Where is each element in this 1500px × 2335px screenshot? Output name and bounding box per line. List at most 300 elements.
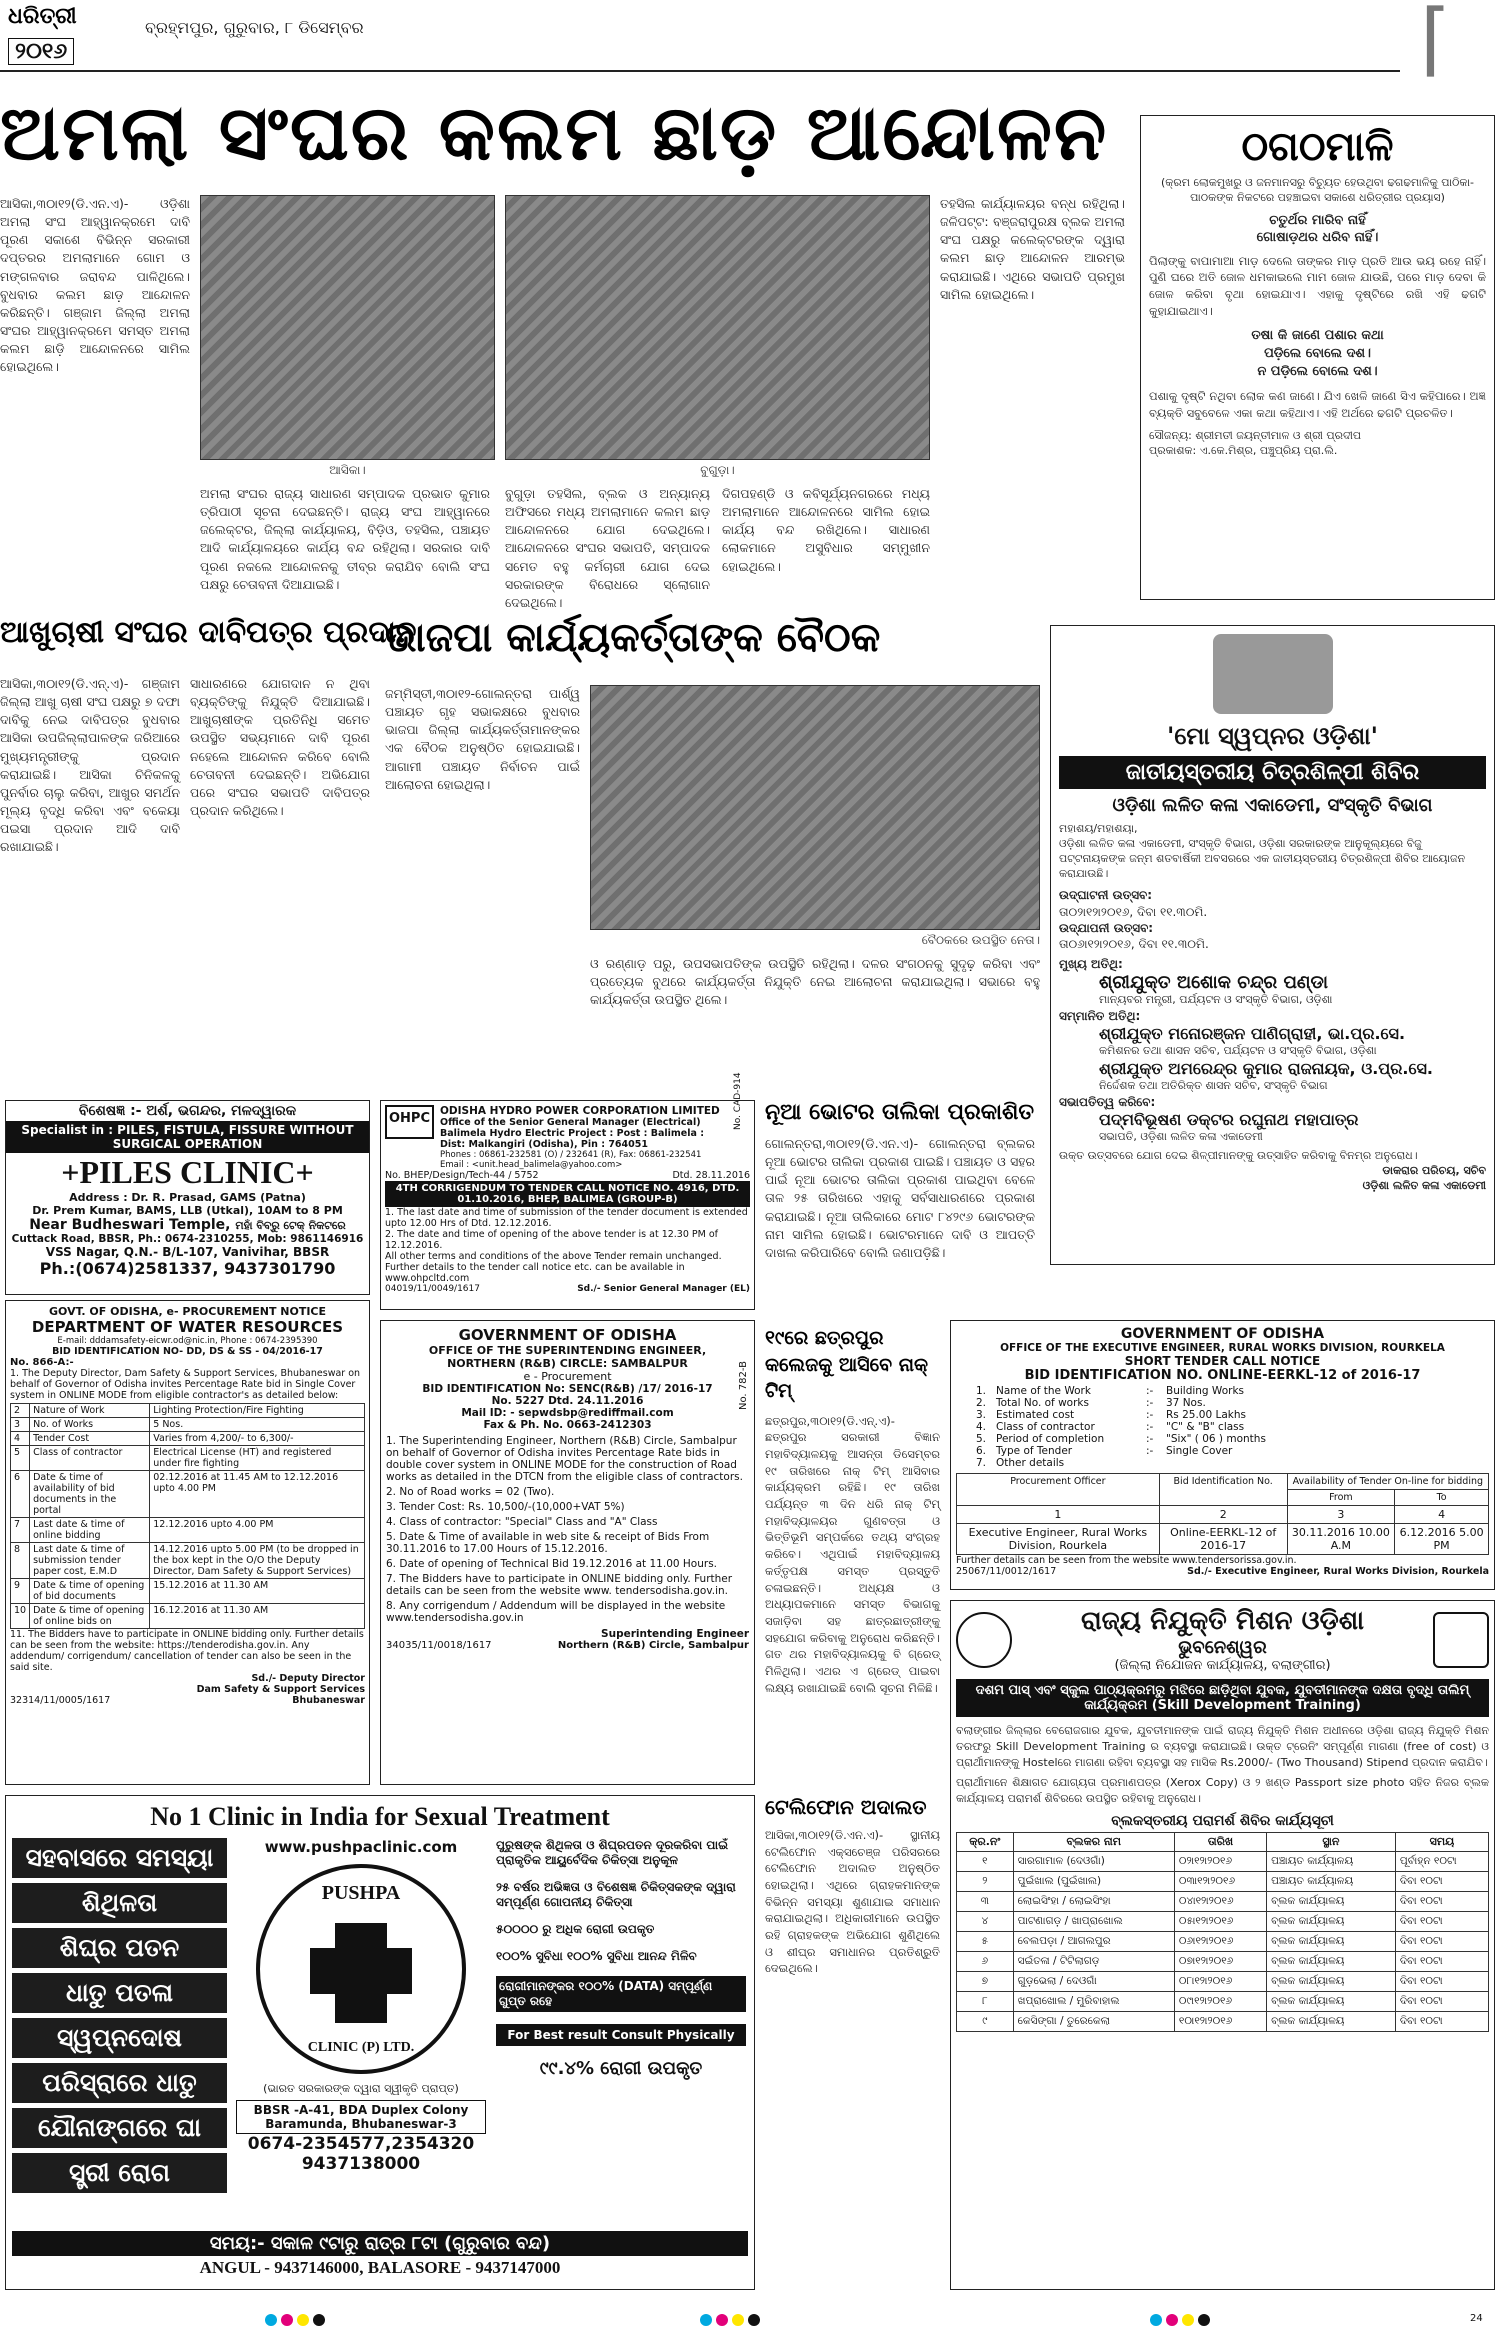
list-item-field: Type of Tender — [996, 1445, 1073, 1457]
art-camp-portrait — [1213, 634, 1333, 714]
lead-column-b: ବୁଗୁଡ଼ା ତହସିଲ, ବ୍ଲକ ଓ ଅନ୍ୟାନ୍ୟ ଅଫିସରେ ମଧ୍ୟ ଅମଲାମାନେ କଲମ ଛାଡ଼ ଆନ୍ଦୋଳନରେ ଯୋଗ ଦେଇଥିଲେ। ଆନ୍ଦୋଳନରେ ସଂଘର ସଭାପତି, ସମ୍ପାଦକ ସମେତ ବହୁ କର୍ମଚାରୀ ଯୋଗ ଦେଇ ସରକାରଙ୍କ ବିରୋଧରେ ସ୍ଲୋଗାନ ଦେଇଥିଲେ। — [505, 486, 710, 610]
table-cell: ୧୦ା୧୨ା୨୦୧୬ — [1174, 2011, 1266, 2031]
ohpc-company: ODISHA HYDRO POWER CORPORATION LIMITED — [440, 1105, 720, 1117]
art-camp-inaug-label: ଉଦ୍‌ଘାଟନୀ ଉତ୍ସବ: — [1059, 888, 1153, 903]
list-item-field: 3. — [976, 1409, 987, 1421]
pushpa-center — [236, 1838, 486, 2174]
list-item-field: Class of contractor — [996, 1421, 1095, 1433]
magenta-dot — [716, 2314, 728, 2326]
naac-story — [765, 1325, 940, 1785]
art-camp-org: ଓଡ଼ିଶା ଲଳିତ କଳା ଏକାଡେମୀ, ସଂସ୍କୃତି ବିଭାଗ — [1112, 795, 1433, 816]
cyan-dot — [700, 2314, 712, 2326]
se-side-code: No. 782-B — [738, 1361, 749, 1410]
list-item-field: :- — [1146, 1433, 1154, 1445]
table-cell: ଦିବା ୧୦ଟା — [1395, 2011, 1488, 2031]
farmer-body: ଆସିକା,୩୦ା୧୨(ଡି.ଏନ୍.ଏ)- ଗଞ୍ଜାମ ଜିଲ୍ଲା ଆଖୁ ଚାଷୀ ସଂଘ ପକ୍ଷରୁ ୭ ଦଫା ଦାବିକୁ ନେଇ ଦାବିପତ୍ର ବୁଧବାର ଆସିକା ଉପଜିଲ୍ଲାପାଳଙ୍କ ଜରିଆରେ ମୁଖ୍ୟମନ୍ତ୍ରୀଙ୍କୁ ପ୍ରଦାନ କରାଯାଇଛି। ଆସିକା ଚିନିକଳକୁ ପୁନର୍ବାର ଚାଲୁ କରିବା, ଆଖୁର ସମର୍ଥନ ମୂଲ୍ୟ ବୃଦ୍ଧି କରିବା ଏବଂ ବକେୟା ପଇସା ପ୍ରଦାନ ଆଦି ଦାବି ରଖାଯାଇଛି। — [0, 676, 180, 855]
art-camp-tagline: 'ମୋ ସ୍ୱପ୍ନର ଓଡ଼ିଶା' — [1167, 722, 1378, 750]
yellow-dot — [732, 2314, 744, 2326]
color-dots-right — [1150, 2311, 1214, 2330]
water-sign-1: Sd./- Deputy Director — [251, 1673, 365, 1684]
art-camp-guest-1-role: କମିଶନର ତଥା ଶାସନ ସଚିବ, ପର୍ଯ୍ୟଟନ ଓ ସଂସ୍କୃତି ବିଭାଗ, ଓଡ଼ିଶା — [1099, 1044, 1377, 1058]
water-resources-ad — [5, 1300, 370, 1785]
pushpa-symptom: ଯୌନାଙ୍ଗରେ ଘା — [12, 2108, 227, 2148]
bjp-body-2: ଓ ରଣ୍ଣାଡ଼ ପରୁ, ଉପସଭାପତିଙ୍କ ଉପସ୍ଥିତି ରହିଥିଲା। ଦଳର ସଂଗଠନକୁ ସୁଦୃଢ଼ କରିବା ଏବଂ ପ୍ରତ୍ୟେକ ବୁଥରେ କାର୍ଯ୍ୟକର୍ତ୍ତା ନିଯୁକ୍ତି ନେଇ ଆଲୋଚନା କରାଯାଇଥିଲା। ସଭାରେ ବହୁ କାର୍ଯ୍ୟକର୍ତ୍ତା ଉପସ୍ଥିତ ଥିଲେ। — [590, 956, 1040, 1008]
table-row — [11, 1518, 365, 1543]
skill-title: ରାଜ୍ୟ ନିଯୁକ୍ତି ମିଶନ ଓଡ଼ିଶା — [1080, 1606, 1365, 1636]
list-item — [976, 1457, 1489, 1469]
skill-city: ଭୁବନେଶ୍ୱର — [1178, 1637, 1267, 1658]
water-sign-3: Bhubaneswar — [292, 1695, 365, 1706]
skill-emblem-right — [1433, 1612, 1489, 1668]
table-cell: 14.12.2016 upto 5.00 PM (to be dropped in the box kept in the O/O the Deputy Director, Dam Safety & Support Services) — [150, 1543, 365, 1579]
ohpc-ref: No. BHEP/Design/Tech-44 / 5752 — [385, 1170, 539, 1181]
ohpc-para-3: All other terms and conditions of the above Tender remain unchanged. — [385, 1251, 722, 1262]
table-cell: Last date & time of submission tender paper cost, E.M.D — [30, 1543, 150, 1579]
table-cell: ୦୫ା୧୨ା୨୦୧୬ — [1174, 1911, 1266, 1931]
masthead-corner-mark: ⌈ — [1420, 0, 1452, 85]
table-row — [957, 1931, 1489, 1951]
art-camp-ad — [1050, 625, 1495, 1265]
list-item-field: Single Cover — [1166, 1445, 1233, 1457]
ohpc-footer-code: 04019/11/0049/1617 — [385, 1284, 480, 1294]
table-cell: ୦୪ା୧୨ା୨୦୧୬ — [1174, 1891, 1266, 1911]
table-cell: 2 — [11, 1404, 30, 1418]
table-cell: ୩ — [957, 1891, 1014, 1911]
skill-para-2: ପ୍ରାର୍ଥୀମାନେ ଶିକ୍ଷାଗତ ଯୋଗ୍ୟତା ପ୍ରମାଣପତ୍ର (Xerox Copy) ଓ ୨ ଖଣ୍ଡ Passport size photo ସହିତ ନିଜର ବ୍ଲକ କାର୍ଯ୍ୟାଳୟ ପରାମର୍ଶ ଶିବିରରେ ଉପସ୍ଥିତ ରହିବାକୁ ଅନୁରୋଧ। — [956, 1775, 1489, 1805]
list-item — [976, 1433, 1489, 1445]
art-camp-guest-1: ଶ୍ରୀଯୁକ୍ତ ମନୋରଞ୍ଜନ ପାଣିଗ୍ରାହୀ, ଭା.ପ୍ର.ସେ. — [1099, 1024, 1406, 1044]
ohpc-title: 4TH CORRIGENDUM TO TENDER CALL NOTICE NO. 4916, DTD. 01.10.2016, BHEP, BALIMEA (GROUP-B) — [385, 1181, 750, 1207]
table-cell: ଗୁଡ଼ଭେଲା / ଦେଓଗାଁ — [1013, 1971, 1174, 1991]
ohpc-date: Dtd. 28.11.2016 — [672, 1170, 750, 1181]
piles-address-1-en: Near Budheswari Temple, — [29, 1217, 231, 1233]
table-cell: 3 — [11, 1418, 30, 1432]
pushpa-phone-2: 9437138000 — [301, 2154, 421, 2174]
pushpa-feature: ୨୫ ବର୍ଷର ଅଭିଜ୍ଞତା ଓ ବିଶେଷଜ୍ଞ ଚିକିତ୍ସକଙ୍କ ଦ୍ୱାରା ସମ୍ପୂର୍ଣ୍ଣ ଗୋପନୀୟ ଚିକିତ୍ସା — [496, 1880, 736, 1909]
rourkela-th-officer: Procurement Officer — [957, 1474, 1160, 1506]
pushpa-recognition: (ଭାରତ ସରକାରଙ୍କ ଦ୍ୱାରା ସ୍ୱୀକୃତି ପ୍ରାପ୍ତ) — [263, 2082, 459, 2095]
list-item — [976, 1409, 1489, 1421]
bjp-headline: ଭାଜପା କାର୍ଯ୍ୟକର୍ତ୍ତାଙ୍କ ବୈଠକ — [385, 615, 881, 661]
pushpa-website: www.pushpaclinic.com — [264, 1838, 458, 1856]
se-code: 34035/11/0018/1617 — [386, 1640, 492, 1651]
skill-emblem-left — [956, 1612, 1012, 1668]
piles-clinic-name: +PILES CLINIC+ — [61, 1154, 314, 1190]
water-bid: BID IDENTIFICATION NO- DD, DS & SS - 04/2016-17 — [52, 1346, 323, 1357]
color-dots-left — [265, 2311, 329, 2330]
thaga-mali-para-1: ପିଲାଙ୍କୁ ବାପାମାଆ ମାଡ଼ ଦେଲେ ତାଙ୍କର ମାଡ଼ ପ୍ରତି ଆଉ ଭୟ ରହେ ନାହିଁ। ପୁଣି ଘରେ ଅତି ଜୋଳ ଧମକାଇଲେ ମାମ ଜୋଳ ଯାଉଛି, ପରେ ମାଡ଼ ଦେବା କି ଜୋଳ କରିବା ବୃଥା ହୋଇଯାଏ। ଏହାକୁ ଦୃଷ୍ଟିରେ ରଖି ଏହି ଢଗଟି କୁହାଯାଇଥାଏ। — [1149, 253, 1486, 318]
table-cell: 4 — [11, 1432, 30, 1446]
table-cell: ପୂର୍ବାହ୍ନ ୧୦ଟା — [1395, 1851, 1488, 1871]
list-item — [976, 1421, 1489, 1433]
table-cell: 9 — [11, 1579, 30, 1604]
se-circle: NORTHERN (R&B) CIRCLE: SAMBALPUR — [447, 1357, 688, 1370]
list-item-field: 1. — [976, 1385, 987, 1397]
page-number: 24 — [1470, 2313, 1483, 2324]
masthead-dateline: ବ୍ରହ୍ମପୁର, ଗୁରୁବାର, ୮ ଡିସେମ୍ବର — [145, 18, 364, 37]
thaga-mali-box — [1140, 115, 1495, 600]
pushpa-symptom: ପରିସ୍ରାରେ ଧାତୁ — [12, 2063, 227, 2103]
black-dot — [1198, 2314, 1210, 2326]
rourkela-c4: 6.12.2016 5.00 PM — [1395, 1524, 1489, 1555]
art-camp-chief-label: ମୁଖ୍ୟ ଅତିଥି: — [1059, 957, 1123, 972]
water-sign-2: Dam Safety & Support Services — [196, 1684, 365, 1695]
rourkela-table — [956, 1473, 1489, 1555]
art-camp-inaug-date: ତା୦୨ା୧୨ା୨୦୧୬, ଦିବା ୧୧.୩୦ମି. — [1059, 904, 1208, 919]
ohpc-tender-ad — [380, 1100, 755, 1310]
piles-doctor-2: Dr. Prem Kumar, BAMS, LLB (Utkal), 10AM to 8 PM — [32, 1204, 343, 1217]
se-para-8: 8. Any corrigendum / Addendum will be displayed in the website www.tendersodisha.gov.in — [386, 1600, 726, 1624]
yellow-dot — [297, 2314, 309, 2326]
ohpc-project: Balimela Hydro Electric Project : Post : Balimela : — [440, 1128, 705, 1139]
pushpa-address: BBSR -A-41, BDA Duplex Colony Baramunda, Bhubaneswar-3 — [236, 2100, 486, 2134]
table-cell: ଦିବା ୧୦ଟା — [1395, 1891, 1488, 1911]
table-cell: ବ୍ଲକ କାର୍ଯ୍ୟାଳୟ — [1267, 1991, 1396, 2011]
list-item-field — [1146, 1457, 1166, 1469]
pushpa-symptom: ଶିଥିଳତା — [12, 1883, 227, 1923]
art-camp-close-label: ଉଦ୍‌ଯାପନୀ ଉତ୍ସବ: — [1059, 920, 1154, 935]
table-cell: ଖପ୍ରାଖୋଲ / ମୁରିବାହାଲ — [1013, 1991, 1174, 2011]
rourkela-code: 25067/11/0012/1617 — [956, 1566, 1057, 1577]
table-cell: 6 — [11, 1471, 30, 1518]
pushpa-clinic-ad — [5, 1795, 755, 2290]
table-row — [11, 1543, 365, 1579]
list-item-field: 6. — [976, 1445, 987, 1457]
pushpa-symptom: ଶିଘ୍ର ପତନ — [12, 1928, 227, 1968]
table-cell: ବ୍ଲକ କାର୍ଯ୍ୟାଳୟ — [1267, 1931, 1396, 1951]
table-cell: ବ୍ଲକ କାର୍ଯ୍ୟାଳୟ — [1267, 1971, 1396, 1991]
table-cell: 12.12.2016 upto 4.00 PM — [150, 1518, 365, 1543]
table-row — [11, 1471, 365, 1518]
table-cell: Nature of Work — [30, 1404, 150, 1418]
table-row — [957, 1951, 1489, 1971]
voter-headline: ନୂଆ ଭୋଟର ତାଲିକା ପ୍ରକାଶିତ — [765, 1100, 1035, 1125]
pushpa-seal-top: PUSHPA — [321, 1882, 401, 1904]
list-item-field: 5. — [976, 1433, 987, 1445]
art-camp-request: ଉକ୍ତ ଉତ୍ସବରେ ଯୋଗ ଦେଇ ଶିଳ୍ପୀମାନଙ୍କୁ ଉତ୍ସାହିତ କରିବାକୁ ବିନମ୍ର ଅନୁରୋଧ। — [1059, 1149, 1418, 1163]
farmer-story — [0, 615, 417, 1085]
skill-office: (ଜିଲ୍ଲା ନିଯୋଜନ କାର୍ଯ୍ୟାଳୟ, ବଲାଙ୍ଗୀର) — [1114, 1658, 1331, 1673]
art-camp-guest-label: ସମ୍ମାନିତ ଅତିଥି: — [1059, 1009, 1141, 1024]
art-camp-pres-label: ସଭାପତିତ୍ୱ କରିବେ: — [1059, 1095, 1156, 1110]
farmer-body-2: ସାଧାରଣରେ ଯୋଗଦାନ ନ ଥିବା ବ୍ୟକ୍ତିଙ୍କୁ ନିଯୁକ୍ତି ଦିଆଯାଇଛି। ଆଖୁଚାଷୀଙ୍କ ପ୍ରତିନିଧି ସମେତ ଉପସ୍ଥିତ ସଭ୍ୟମାନେ ଦାବି ପୂରଣ ନହେଲେ ଆନ୍ଦୋଳନ କରିବେ ବୋଲି ଚେତାବନୀ ଦେଇଛନ୍ତି। ଅଭିଯୋଗ ପରେ ସଂଘର ସଭାପତି ଦାବିପତ୍ର ପ୍ରଦାନ କରିଥିଲେ। — [190, 676, 370, 818]
list-item — [976, 1385, 1489, 1397]
pushpa-symptom: ଧାତୁ ପତଳା — [12, 1973, 227, 2013]
table-row — [11, 1404, 365, 1418]
bjp-body: ଜମ୍ମିସ୍ତୀ,୩୦ା୧୨-ଗୋଲନ୍ତରା ପାର୍ଶ୍ୱ ପଞ୍ଚାୟତ ଗୃହ ସଭାକକ୍ଷରେ ବୁଧବାର ଭାଜପା ଜିଲ୍ଲା କାର୍ଯ୍ୟକର୍ତ୍ତାମାନଙ୍କର ଏକ ବୈଠକ ଅନୁଷ୍ଠିତ ହୋଇଯାଇଛି। ଆଗାମୀ ପଞ୍ଚାୟତ ନିର୍ବାଚନ ପାଇଁ ଆଲୋଚନା ହୋଇଥିଲା। — [385, 686, 580, 792]
list-item-field: Total No. of works — [996, 1397, 1089, 1409]
list-item — [976, 1445, 1489, 1457]
lead-photo-buguda — [505, 195, 930, 460]
pushpa-features — [496, 1838, 746, 2079]
se-para-3: 3. Tender Cost: Rs. 10,500/-(10,000+VAT 5%) — [386, 1501, 625, 1513]
ohpc-footer-sign: Sd./- Senior General Manager (EL) — [577, 1284, 750, 1294]
masthead-rule — [0, 70, 1400, 72]
list-item-field: :- — [1146, 1421, 1154, 1433]
table-cell: ୦୬ା୧୨ା୨୦୧୬ — [1174, 1931, 1266, 1951]
pushpa-best: For Best result Consult Physically — [496, 2024, 746, 2046]
skill-para-1: ବଲାଙ୍ଗୀର ଜିଲ୍ଲାର ବେରୋଜଗାର ଯୁବକ, ଯୁବତୀମାନଙ୍କ ପାଇଁ ରାଜ୍ୟ ନିଯୁକ୍ତି ମିଶନ ଅଧୀନରେ ଓଡ଼ିଶା ରାଜ୍ୟ ନିଯୁକ୍ତି ମିଶନ ତରଫରୁ Skill Development Training ର ବ୍ୟବସ୍ଥା କରାଯାଇଛି। ଉକ୍ତ ଟ୍ରେନିଂ ସମ୍ପୂର୍ଣ୍ଣ ମାଗଣା (free of cost) ଓ ପ୍ରାର୍ଥୀମାନଙ୍କୁ Hostelରେ ମାଗଣା ରହିବା ବ୍ୟବସ୍ଥା ସହ ମାସିକ Rs.2000/- (Two Thousand) Stipend ପ୍ରଦାନ କରାଯିବ। — [956, 1724, 1489, 1769]
table-cell: 5 — [11, 1446, 30, 1471]
table-cell: ୦୭ା୧୨ା୨୦୧୬ — [1174, 1951, 1266, 1971]
rourkela-title: SHORT TENDER CALL NOTICE — [1124, 1354, 1321, 1368]
pushpa-seal — [256, 1864, 466, 2074]
rourkela-sign: Sd./- Executive Engineer, Rural Works Division, Rourkela — [1187, 1566, 1489, 1577]
thaga-mali-credit-1: ସୌଜନ୍ୟ: ଶ୍ରୀମତୀ ଜୟନ୍ତୀମାଳ ଓ ଶ୍ରୀ ପ୍ରଦୀପ — [1149, 429, 1362, 443]
list-item-field: "Six" ( 06 ) months — [1166, 1433, 1266, 1445]
piles-clinic-ad — [5, 1100, 370, 1295]
table-cell: Date & time of opening of online bids on — [30, 1604, 150, 1629]
magenta-dot — [281, 2314, 293, 2326]
ohpc-para-4: Further details to the tender call notice etc. can be available in www.ohpcltd.com — [385, 1262, 685, 1284]
bjp-photo-caption: ବୈଠକରେ ଉପସ୍ଥିତ ନେତା। — [921, 933, 1040, 947]
ohpc-para-2: 2. The date and time of opening of the above tender is at 12.30 PM of 12.12.2016. — [385, 1229, 719, 1251]
table-cell: ୯ — [957, 2011, 1014, 2031]
piles-specialist-odia: ବିଶେଷଜ୍ଞ :- ଅର୍ଶ, ଭଗନ୍ଦର, ମଳଦ୍ୱାରକ — [78, 1103, 297, 1119]
table-cell: ବ୍ଲକ କାର୍ଯ୍ୟାଳୟ — [1267, 1891, 1396, 1911]
skill-table-title: ବ୍ଲକସ୍ତରୀୟ ପରାମର୍ଶ ଶିବିର କାର୍ଯ୍ୟସୂଚୀ — [1111, 1812, 1334, 1829]
rourkela-note: Further details can be seen from the website www.tendersorissa.gov.in. — [956, 1555, 1297, 1566]
table-cell: Electrical License (HT) and registered under fire fighting — [150, 1446, 365, 1471]
table-cell: ବ୍ଲକ କାର୍ଯ୍ୟାଳୟ — [1267, 1951, 1396, 1971]
thaga-mali-verse-2: ତଷା କି ଜାଣେ ପଶାର କଥା ପଡ଼ିଲେ ବୋଲେ ଦଶ। ନ ପଡ଼ିଲେ ବୋଲେ ଦଶ। — [1251, 328, 1384, 379]
rourkela-n4: 4 — [1395, 1506, 1489, 1524]
naac-headline: ୧୯ରେ ଛତ୍ରପୁର କଲେଜକୁ ଆସିବେ ନାକ୍ ଟିମ୍ — [765, 1327, 929, 1403]
pushpa-seal-bottom: CLINIC (P) LTD. — [307, 2040, 415, 2055]
se-sign-2: Northern (R&B) Circle, Sambalpur — [557, 1640, 749, 1651]
piles-phones: Ph.:(0674)2581337, 9437301790 — [39, 1259, 336, 1278]
lead-column-c: ଦିଗପହଣ୍ଡି ଓ କବିସୂର୍ଯ୍ୟନଗରରେ ମଧ୍ୟ ଅମଲାମାନେ ଆନ୍ଦୋଳନରେ ସାମିଲ ହୋଇ କାର୍ଯ୍ୟ ବନ୍ଦ ରଖିଥିଲେ। ସାଧାରଣ ଲୋକମାନେ ଅସୁବିଧାର ସମ୍ମୁଖୀନ ହୋଇଥିଲେ। — [722, 486, 930, 574]
se-para-2: 2. No of Road works = 02 (Two). — [386, 1486, 555, 1498]
se-para-4: 4. Class of contractor: "Special" Class and "A" Class — [386, 1516, 658, 1528]
thaga-mali-credit-2: ପ୍ରକାଶକ: ଏ.କେ.ମିଶ୍ର, ପଞ୍ଚୁପ୍ରିୟ ପ୍ରା.ଲି. — [1149, 444, 1338, 458]
se-para-5: 5. Date & Time of available in web site & receipt of Bids From 30.11.2016 to 17.00 Hours of 15.12.2016. — [386, 1531, 710, 1555]
farmer-headline: ଆଖୁଚାଷୀ ସଂଘର ଦାବିପତ୍ର ପ୍ରଦାନ — [0, 615, 417, 650]
table-cell: 16.12.2016 at 11.30 AM — [150, 1604, 365, 1629]
pushpa-seal-cross-bar — [310, 1948, 412, 1994]
table-cell: ଲୋଇସିଂହା / ଲୋଇସିଂହା — [1013, 1891, 1174, 1911]
list-item-field: :- — [1146, 1397, 1154, 1409]
table-cell: ୧ — [957, 1851, 1014, 1871]
skill-banner: ଦଶମ ପାସ୍ ଏବଂ ସ୍କୁଲ ପାଠ୍ୟକ୍ରମରୁ ମଝିରେ ଛାଡ଼ିଥିବା ଯୁବକ, ଯୁବତୀମାନଙ୍କ ଦକ୍ଷତା ବୃଦ୍ଧି ତାଲିମ୍ କାର୍ଯ୍ୟକ୍ରମ (Skill Development Training) — [956, 1679, 1489, 1717]
pushpa-branches: ANGUL - 9437146000, BALASORE - 9437147000 — [199, 2258, 561, 2277]
table-cell: ଦିବା ୧୦ଟା — [1395, 1951, 1488, 1971]
se-type: e - Procurement — [523, 1370, 612, 1383]
table-cell: Date & time of availability of bid documents in the portal — [30, 1471, 150, 1518]
lead-column-d: ତହସିଲ କାର୍ଯ୍ୟାଳୟର ବନ୍ଧ ରହିଥିଲା। ଜଳିପଟ୍ଟ: ବଞ୍ଜରାପୁରକ୍ଷ ବ୍ଲକ ଅମଲା ସଂଘ ପକ୍ଷରୁ କଲେକ୍ଟରଙ୍କ ଦ୍ୱାରା କଲମ ଛାଡ଼ ଆନ୍ଦୋଳନ ଆରମ୍ଭ କରାଯାଇଛି। ଏଥିରେ ସଭାପତି ପ୍ରମୁଖ ସାମିଲ ହୋଇଥିଲେ। — [940, 196, 1125, 302]
lead-headline: ଅମଲା ସଂଘର କଲମ ଛାଡ଼ ଆନ୍ଦୋଳନ — [0, 88, 1109, 177]
list-item-field: Estimated cost — [996, 1409, 1075, 1421]
table-cell: ୨ — [957, 1871, 1014, 1891]
water-intro: 1. The Deputy Director, Dam Safety & Support Services, Bhubaneswar on behalf of Governor of Odisha invites Percentage Rate bid in Single Cover system in ONLINE MODE from eligible contractor's as detailed below: — [10, 1368, 361, 1401]
table-cell: ୬ — [957, 1951, 1014, 1971]
bjp-story — [385, 615, 1045, 1085]
masthead — [0, 0, 1500, 85]
skill-table — [956, 1832, 1489, 2032]
ohpc-dist: Dist: Malkangiri (Odisha), Pin : 764051 — [440, 1139, 648, 1150]
rourkela-th-availability: Availability of Tender On-line for bidding — [1287, 1474, 1488, 1490]
rourkela-items — [976, 1385, 1489, 1469]
table-cell: ପାଟଣାଗଡ଼ / ଖାପ୍ରାଖୋଲ — [1013, 1911, 1174, 1931]
ohpc-email: Email : <unit.head_balimela@yahoo.com> — [440, 1160, 623, 1170]
water-para-11: 11. The Bidders have to participate in ONLINE bidding only. Further details can be seen from the website: https://tenderodisha.gov.in. Any addendum/ corrigendum/ cancellation of tender can also be seen in the said site. — [10, 1629, 364, 1673]
rourkela-tender-ad — [950, 1320, 1495, 1590]
se-govt: GOVERNMENT OF ODISHA — [458, 1326, 677, 1344]
thaga-mali-verse-1: ଚତୁର୍ଥର ମାରିବ ନାହିଁ ଗୋଷାଡ଼ଥର ଧରିବ ନାହିଁ। — [1256, 212, 1379, 246]
list-item-field: :- — [1146, 1445, 1154, 1457]
list-item-field — [1166, 1457, 1489, 1469]
water-code: 32314/11/0005/1617 — [10, 1695, 111, 1706]
table-cell: ଦିବା ୧୦ଟା — [1395, 1911, 1488, 1931]
pushpa-feature: ରୋଗୀମାନଙ୍କର ୧୦୦% (DATA) ସମ୍ପୂର୍ଣ୍ଣ ଗୁପ୍ତ ରହେ — [496, 1976, 746, 2012]
table-cell: 10 — [11, 1604, 30, 1629]
art-camp-sign: ଡାକରାର ପରିଚୟ, ସଚିବ ଓଡ଼ିଶା ଲଳିତ କଳା ଏକାଡେମୀ — [1362, 1163, 1486, 1192]
cyan-dot — [1150, 2314, 1162, 2326]
art-camp-guest-2-role: ନିର୍ଦ୍ଦେଶକ ତଥା ଅତିରିକ୍ତ ଶାସନ ସଚିବ, ସଂସ୍କୃତି ବିଭାଗ — [1099, 1079, 1328, 1093]
list-item-field: 7. — [976, 1457, 987, 1469]
water-govt: GOVT. OF ODISHA, e- PROCUREMENT NOTICE — [48, 1305, 327, 1318]
phone-headline: ଟେଲିଫୋନ ଅଦାଲତ — [765, 1795, 927, 1819]
piles-address-2: Cuttack Road, BBSR, Ph.: 0674-2310255, Mob: 9861146916 — [11, 1233, 364, 1245]
lead-intro: ଆସିକା,୩୦ା୧୨(ଡି.ଏନ.ଏ)- ଓଡ଼ିଶା ଅମଲା ସଂଘ ଆହ୍ୱାନକ୍ରମେ ଦାବି ପୂରଣ ସକାଶେ ବିଭିନ୍ନ ସରକାରୀ ଦପ୍ତରର ଅମଲାମାନେ ଗୋମ ଓ ମଙ୍ଗଳବାର ଜରାବନ୍ଦ ପାଳିଥିଲେ। ବୁଧବାର କଲମ ଛାଡ଼ ଆନ୍ଦୋଳନ କରିଛନ୍ତି। ଗଞ୍ଜାମ ଜିଲ୍ଲା ଅମଲା ସଂଘର ଆହ୍ୱାନକ୍ରମେ ସମସ୍ତ ଅମଲା କଲମ ଛାଡ଼ି ଆନ୍ଦୋଳନରେ ସାମିଲ ହୋଇଥିଲେ। — [0, 196, 190, 375]
rourkela-n1: 1 — [957, 1506, 1160, 1524]
list-item-field: :- — [1146, 1409, 1154, 1421]
ohpc-phones: Phones : 06861-232581 (O) / 232641 (R), Fax: 06861-232541 — [440, 1150, 702, 1160]
table-row — [11, 1579, 365, 1604]
list-item-field: Rs 25.00 Lakhs — [1166, 1409, 1246, 1421]
art-camp-banner: ଜାତୀୟସ୍ତରୀୟ ଚିତ୍ରଶିଳ୍ପୀ ଶିବିର — [1059, 756, 1486, 789]
se-para-7: 7. The Bidders have to participate in ONLINE bidding only. Further details can be seen from the website www. tendersodisha.gov.in. — [386, 1573, 733, 1597]
table-cell: ପଞ୍ଚାୟତ କାର୍ଯ୍ୟାଳୟ — [1267, 1871, 1396, 1891]
table-row — [11, 1432, 365, 1446]
bjp-photo — [590, 685, 1040, 930]
list-item-field: "C" & "B" class — [1166, 1421, 1245, 1433]
table-cell: ସଇଁତଳା / ଟିଟିଲାଗଡ଼ — [1013, 1951, 1174, 1971]
rourkela-office: OFFICE OF THE EXECUTIVE ENGINEER, RURAL WORKS DIVISION, ROURKELA — [1000, 1342, 1445, 1354]
table-cell: ୮ — [957, 1991, 1014, 2011]
rourkela-c3: 30.11.2016 10.00 A.M — [1287, 1524, 1395, 1555]
masthead-logo: ଧରିତ୍ରୀ — [8, 4, 77, 29]
se-para-6: 6. Date of opening of Technical Bid 19.12.2016 at 11.00 Hours. — [386, 1558, 718, 1570]
table-cell: Lighting Protection/Fire Fighting — [150, 1404, 365, 1418]
art-camp-intro: ମହାଶୟ/ମହାଶୟା, ଓଡ଼ିଶା ଲଳିତ କଳା ଏକାଡେମୀ, ସଂସ୍କୃତି ବିଭାଗ, ଓଡ଼ିଶା ସରକାରଙ୍କ ଆନୁକୂଲ୍ୟରେ ବିଜୁ ପଟ୍ଟନାୟକଙ୍କ ଜନ୍ମ ଶତବାର୍ଷିକୀ ଅବସରରେ ଏକ ଜାତୀୟସ୍ତରୀୟ ଚିତ୍ରଶିଳ୍ପୀ ଶିବିର ଆୟୋଜନ କରାଯାଉଛି। — [1059, 822, 1466, 880]
pushpa-feature: ୧୦୦% ସୁବିଧା ୧୦୦% ସୁବିଧା ଆନନ୍ଦ ମିଳିବ — [496, 1949, 697, 1963]
rourkela-bid: BID IDENTIFICATION NO. ONLINE-EERKL-12 of 2016-17 — [1024, 1368, 1421, 1383]
table-cell: Varies from 4,200/- to 6,300/- — [150, 1432, 365, 1446]
list-item-field: Name of the Work — [996, 1385, 1091, 1397]
art-camp-chief-role: ମାନ୍ୟବର ମନ୍ତ୍ରୀ, ପର୍ଯ୍ୟଟନ ଓ ସଂସ୍କୃତି ବିଭାଗ, ଓଡ଼ିଶା — [1099, 993, 1333, 1007]
registration-marks — [0, 2305, 1500, 2335]
table-cell: No. of Works — [30, 1418, 150, 1432]
table-row — [957, 1891, 1489, 1911]
rourkela-c1: Executive Engineer, Rural Works Division, Rourkela — [957, 1524, 1160, 1555]
table-cell: ଦିବା ୧୦ଟା — [1395, 1871, 1488, 1891]
table-header: ତାରିଖ — [1174, 1832, 1266, 1851]
table-cell: ୭ — [957, 1971, 1014, 1991]
se-fax: Fax & Ph. No. 0663-2412303 — [483, 1419, 652, 1431]
thaga-mali-title: ଠଗଠମାଳି — [1241, 124, 1394, 170]
se-office: OFFICE OF THE SUPERINTENDING ENGINEER, — [428, 1344, 707, 1357]
table-cell: Tender Cost — [30, 1432, 150, 1446]
list-item-field: 2. — [976, 1397, 987, 1409]
phone-story — [765, 1795, 940, 2205]
rourkela-th-bid: Bid Identification No. — [1159, 1474, 1287, 1506]
piles-specialist-en: Specialist in : PILES, FISTULA, FISSURE WITHOUT SURGICAL OPERATION — [6, 1121, 369, 1153]
pushpa-timing: ସମୟ:- ସକାଳ ୯ଟାରୁ ରାତ୍ର ୮ଟା (ଗୁରୁବାର ବନ୍ଦ) — [12, 2231, 748, 2256]
rourkela-n3: 3 — [1287, 1506, 1395, 1524]
table-cell: 5 Nos. — [150, 1418, 365, 1432]
table-header: କ୍ର.ନଂ — [957, 1832, 1014, 1851]
yellow-dot — [1182, 2314, 1194, 2326]
rourkela-govt: GOVERNMENT OF ODISHA — [1120, 1326, 1325, 1342]
water-no: No. 866-A:- — [10, 1357, 74, 1368]
lead-column-a: ଅମଲା ସଂଘର ରାଜ୍ୟ ସାଧାରଣ ସମ୍ପାଦକ ପ୍ରଭାତ କୁମାର ତ୍ରିପାଠୀ ସୂଚନା ଦେଇଛନ୍ତି। ରାଜ୍ୟ ସଂଘ ଆହ୍ୱାନରେ ଜଲେକ୍ଟର, ଜିଲ୍ଲା କାର୍ଯ୍ୟାଳୟ, ବିଡ଼ିଓ, ତହସିଲ, ପଞ୍ଚାୟତ ଆଦି କାର୍ଯ୍ୟାଳୟରେ କାର୍ଯ୍ୟ ବନ୍ଦ ରହିଥିଲା। ସରକାର ଦାବି ପୂରଣ ନକଲେ ଆନ୍ଦୋଳନକୁ ତୀବ୍ର କରାଯିବ ବୋଲି ସଂଘ ପକ୍ଷରୁ ଚେତାବନୀ ଦିଆଯାଇଛି। — [200, 486, 490, 592]
table-header: ସମୟ — [1395, 1832, 1488, 1851]
table-cell: ୦୯ା୧୨ା୨୦୧୬ — [1174, 1991, 1266, 2011]
table-row — [11, 1604, 365, 1629]
color-dots-center — [700, 2311, 764, 2330]
se-sambalpur-ad — [380, 1320, 755, 1785]
list-item-field: Other details — [996, 1457, 1065, 1469]
table-cell: କେସିଙ୍ଗା / ତୁରେକେଲା — [1013, 2011, 1174, 2031]
table-row — [957, 1871, 1489, 1891]
table-cell: Class of contractor — [30, 1446, 150, 1471]
rourkela-th-to: To — [1395, 1490, 1489, 1506]
table-cell: ୦୮ା୧୨ା୨୦୧୬ — [1174, 1971, 1266, 1991]
water-email: E-mail: dddamsafety-eicwr.od@nic.in, Phone : 0674-2395390 — [57, 1336, 318, 1346]
pushpa-symptom: ସ୍ୱପ୍ନଦୋଷ — [12, 2018, 227, 2058]
table-cell: ୫ — [957, 1931, 1014, 1951]
se-no: No. 5227 Dtd. 24.11.2016 — [491, 1395, 644, 1407]
water-table — [10, 1403, 365, 1629]
piles-address-3: VSS Nagar, Q.N.- B/L-107, Vanivihar, BBSR — [45, 1245, 330, 1259]
masthead-page-code: ୨୦୧୬ — [8, 38, 74, 65]
se-sign-1: Superintending Engineer — [601, 1628, 749, 1640]
water-dept: DEPARTMENT OF WATER RESOURCES — [31, 1318, 344, 1336]
black-dot — [748, 2314, 760, 2326]
art-camp-pres-role: ସଭାପତି, ଓଡ଼ିଶା ଲଳିତ କଳା ଏକାଡେମୀ — [1099, 1130, 1263, 1144]
table-row — [11, 1446, 365, 1471]
ohpc-para-1: 1. The last date and time of submission of the tender document is extended upto 12.00 Hrs of Dtd. 12.12.2016. — [385, 1207, 748, 1229]
table-cell: ଦିବା ୧୦ଟା — [1395, 1971, 1488, 1991]
piles-doctor-1: Address : Dr. R. Prasad, GAMS (Patna) — [69, 1191, 306, 1204]
lead-photo-asika — [200, 195, 495, 460]
se-mail: Mail ID: - sepwdsbp@rediffmail.com — [461, 1407, 674, 1419]
se-para-1: 1. The Superintending Engineer, Northern (R&B) Circle, Sambalpur on behalf of Governor of Odisha invites Percentage Rate bids in double cover system in ONLINE MODE for the construction of Road works as detailed in the DTCN from the eligible class of contractors. — [386, 1435, 743, 1483]
art-camp-close-date: ତା୦୬ା୧୨ା୨୦୧୬, ଦିବା ୧୧.୩୦ମି. — [1059, 936, 1209, 951]
ohpc-office: Office of the Senior General Manager (Electrical) — [440, 1117, 701, 1128]
table-cell: ୦୩ା୧୨ା୨୦୧୬ — [1174, 1871, 1266, 1891]
art-camp-pres-name: ପଦ୍ମବିଭୂଷଣ ଡକ୍ଟର ରଘୁନାଥ ମହାପାତ୍ର — [1099, 1110, 1359, 1130]
pushpa-phone-1: 0674-2354577,2354320 — [247, 2134, 475, 2154]
rourkela-n2: 2 — [1159, 1506, 1287, 1524]
pushpa-feature: ପୁରୁଷଙ୍କ ଶିଥିଳତା ଓ ଶିଘ୍ରପତନ ଦୂରକରିବା ପାଇଁ ପ୍ରାକୃତିକ ଆୟୁର୍ବେଦିକ ଚିକିତ୍ସା ଅନୁକୂଳ — [496, 1838, 729, 1867]
table-cell: 02.12.2016 at 11.45 AM to 12.12.2016 upto 4.00 PM — [150, 1471, 365, 1518]
lead-photo-buguda-caption: ବୁଗୁଡ଼ା। — [700, 463, 735, 477]
voter-story — [765, 1100, 1035, 1320]
ohpc-side-code: No. CAD-914 — [733, 1072, 743, 1130]
rourkela-th-from: From — [1287, 1490, 1395, 1506]
table-row — [957, 1971, 1489, 1991]
list-item-field: Period of completion — [996, 1433, 1105, 1445]
pushpa-symptoms — [12, 1838, 227, 2198]
art-camp-guest-2: ଶ୍ରୀଯୁକ୍ତ ଅମରେନ୍ଦ୍ର କୁମାର ରାଜନାୟକ, ଓ.ପ୍ର.ସେ. — [1099, 1059, 1434, 1079]
se-bid: BID IDENTIFICATION No: SENC(R&B) /17/ 2016-17 — [422, 1383, 713, 1395]
cyan-dot — [265, 2314, 277, 2326]
table-row — [957, 2011, 1489, 2031]
piles-address-1-odia: ମହାଁ ବିବ୍ରୁ ଟେକ୍ ନିକଟରେ — [235, 1219, 346, 1232]
table-cell: ବ୍ଲକ କାର୍ଯ୍ୟାଳୟ — [1267, 1911, 1396, 1931]
